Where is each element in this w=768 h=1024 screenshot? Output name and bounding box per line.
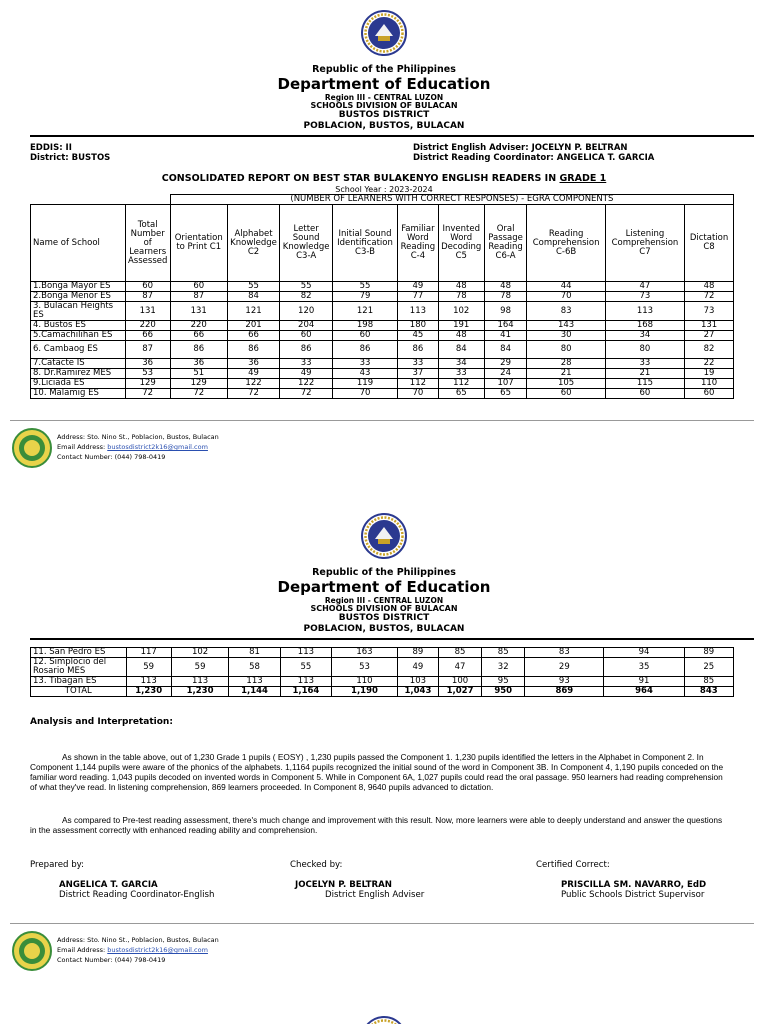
value-cell: 113 <box>605 302 684 321</box>
value-cell: 60 <box>280 331 333 341</box>
header-divider <box>30 638 754 640</box>
value-cell: 47 <box>605 282 684 292</box>
total-value-cell: 1,164 <box>280 687 331 697</box>
value-cell: 21 <box>527 369 605 379</box>
value-cell: 95 <box>482 677 525 687</box>
value-cell: 113 <box>280 677 331 687</box>
value-cell: 168 <box>605 321 684 331</box>
value-cell: 66 <box>125 331 170 341</box>
prepared-label: Prepared by: <box>30 860 85 870</box>
value-cell: 103 <box>397 677 438 687</box>
value-cell: 72 <box>685 292 734 302</box>
table-subtitle: (NUMBER OF LEARNERS WITH CORRECT RESPONSES) - EGRA COMPONENTS <box>170 195 733 205</box>
deped-seal-icon <box>361 10 407 56</box>
value-cell: 113 <box>126 677 171 687</box>
school-name-cell: 4. Bustos ES <box>31 321 126 331</box>
value-cell: 24 <box>484 369 527 379</box>
value-cell: 48 <box>685 282 734 292</box>
value-cell: 93 <box>525 677 604 687</box>
header-c7: Listening Comprehension C7 <box>605 205 684 282</box>
district-line: BUSTOS DISTRICT <box>338 613 430 623</box>
value-cell: 83 <box>527 302 605 321</box>
footer-contact: Contact Number: (044) 798-0419 <box>57 453 166 461</box>
value-cell: 94 <box>604 648 684 658</box>
total-value-cell: 964 <box>604 687 684 697</box>
value-cell: 105 <box>527 379 605 389</box>
deped-seal-icon <box>361 513 407 559</box>
value-cell: 66 <box>227 331 280 341</box>
certified-label: Certified Correct: <box>536 860 610 870</box>
value-cell: 25 <box>684 658 733 677</box>
header-school: Name of School <box>31 205 126 282</box>
table-row <box>31 648 734 658</box>
footer-block <box>57 935 219 965</box>
value-cell: 81 <box>229 648 280 658</box>
division-line: SCHOOLS DIVISION OF BULACAN <box>310 101 458 110</box>
value-cell: 86 <box>398 341 439 359</box>
header-c6a: Oral Passage Reading C6-A <box>484 205 527 282</box>
value-cell: 33 <box>605 359 684 369</box>
certified-name: PRISCILLA SM. NAVARRO, EdD <box>561 880 707 890</box>
school-name-cell: 9.Liciada ES <box>31 379 126 389</box>
certified-title: Public Schools District Supervisor <box>561 890 705 900</box>
value-cell: 72 <box>125 389 170 399</box>
value-cell: 100 <box>438 677 481 687</box>
header-c4: Familiar Word Reading C-4 <box>398 205 439 282</box>
value-cell: 21 <box>605 369 684 379</box>
school-name-cell: 5.Camachilihan ES <box>31 331 126 341</box>
value-cell: 36 <box>227 359 280 369</box>
footer-contact: Contact Number: (044) 798-0419 <box>57 956 166 964</box>
footer-email-label: Email Address: <box>57 443 108 451</box>
value-cell: 29 <box>525 658 604 677</box>
checked-label: Checked by: <box>290 860 343 870</box>
table-row <box>31 341 734 359</box>
table-row <box>31 389 734 399</box>
header-total: Total Number of Learners Assessed <box>125 205 170 282</box>
total-value-cell: 1,027 <box>438 687 481 697</box>
address-line: POBLACION, BUSTOS, BULACAN <box>303 121 465 131</box>
value-cell: 84 <box>438 341 484 359</box>
value-cell: 113 <box>229 677 280 687</box>
value-cell: 83 <box>525 648 604 658</box>
value-cell: 48 <box>438 282 484 292</box>
total-value-cell: 1,043 <box>397 687 438 697</box>
value-cell: 113 <box>398 302 439 321</box>
value-cell: 84 <box>227 292 280 302</box>
value-cell: 65 <box>484 389 527 399</box>
table-row <box>31 321 734 331</box>
value-cell: 82 <box>685 341 734 359</box>
value-cell: 41 <box>484 331 527 341</box>
bustos-district-logo-icon <box>12 428 52 468</box>
total-value-cell: 1,230 <box>171 687 229 697</box>
value-cell: 70 <box>332 389 397 399</box>
checked-title: District English Adviser <box>325 890 425 900</box>
value-cell: 22 <box>685 359 734 369</box>
value-cell: 121 <box>227 302 280 321</box>
eddis-label: EDDIS: II <box>30 143 72 153</box>
value-cell: 102 <box>438 302 484 321</box>
value-cell: 44 <box>527 282 605 292</box>
table-row <box>31 282 734 292</box>
value-cell: 163 <box>332 648 398 658</box>
value-cell: 70 <box>527 292 605 302</box>
value-cell: 49 <box>280 369 333 379</box>
value-cell: 119 <box>332 379 397 389</box>
table-row <box>31 677 734 687</box>
value-cell: 58 <box>229 658 280 677</box>
value-cell: 122 <box>227 379 280 389</box>
value-cell: 43 <box>332 369 397 379</box>
value-cell: 120 <box>280 302 333 321</box>
value-cell: 70 <box>398 389 439 399</box>
address-line: POBLACION, BUSTOS, BULACAN <box>303 624 465 634</box>
egra-table-page2 <box>30 647 734 697</box>
value-cell: 60 <box>605 389 684 399</box>
value-cell: 49 <box>398 282 439 292</box>
value-cell: 86 <box>170 341 227 359</box>
analysis-paragraph-2: As compared to Pre-test reading assessment, there's much change and improvement with this result. Now, more learners were able to deeply understand and answer the questions in the assessment correctly with enhanced reading ability and comprehension. <box>30 815 723 835</box>
value-cell: 86 <box>332 341 397 359</box>
value-cell: 29 <box>484 359 527 369</box>
value-cell: 86 <box>227 341 280 359</box>
table-row <box>31 302 734 321</box>
header-c3a: Letter Sound Knowledge C3-A <box>280 205 333 282</box>
footer-block <box>57 432 219 462</box>
value-cell: 53 <box>332 658 398 677</box>
footer-email-link[interactable]: bustosdistrict2k16@gmail.com <box>107 946 208 954</box>
value-cell: 59 <box>171 658 229 677</box>
value-cell: 72 <box>170 389 227 399</box>
value-cell: 220 <box>125 321 170 331</box>
value-cell: 60 <box>685 389 734 399</box>
school-name-cell: 12. Simplocio del Rosario MES <box>31 658 127 677</box>
value-cell: 98 <box>484 302 527 321</box>
total-value-cell: 1,190 <box>332 687 398 697</box>
value-cell: 66 <box>170 331 227 341</box>
footer-email-link[interactable]: bustosdistrict2k16@gmail.com <box>107 443 208 451</box>
value-cell: 85 <box>438 648 481 658</box>
value-cell: 198 <box>332 321 397 331</box>
republic-line: Republic of the Philippines <box>312 64 456 75</box>
value-cell: 121 <box>332 302 397 321</box>
table-row <box>31 379 734 389</box>
value-cell: 129 <box>170 379 227 389</box>
value-cell: 36 <box>125 359 170 369</box>
school-name-cell: 7.Catacte IS <box>31 359 126 369</box>
total-value-cell: 1,144 <box>229 687 280 697</box>
value-cell: 89 <box>684 648 733 658</box>
value-cell: 19 <box>685 369 734 379</box>
adviser-label: District English Adviser: JOCELYN P. BELTRAN <box>413 143 628 153</box>
value-cell: 53 <box>125 369 170 379</box>
total-row <box>31 687 734 697</box>
value-cell: 87 <box>170 292 227 302</box>
value-cell: 78 <box>484 292 527 302</box>
value-cell: 33 <box>438 369 484 379</box>
value-cell: 80 <box>605 341 684 359</box>
school-year: School Year : 2023-2024 <box>335 185 433 194</box>
school-name-cell: 10. Malamig ES <box>31 389 126 399</box>
value-cell: 87 <box>125 292 170 302</box>
header-c3b: Initial Sound Identification C3-B <box>332 205 397 282</box>
value-cell: 34 <box>605 331 684 341</box>
value-cell: 79 <box>332 292 397 302</box>
footer-address: Address: Sto. Nino St., Poblacion, Bustos, Bulacan <box>57 936 219 944</box>
value-cell: 32 <box>482 658 525 677</box>
value-cell: 89 <box>397 648 438 658</box>
total-label-cell: TOTAL <box>31 687 127 697</box>
value-cell: 36 <box>170 359 227 369</box>
report-title-grade: GRADE 1 <box>559 173 607 184</box>
value-cell: 131 <box>685 321 734 331</box>
analysis-heading: Analysis and Interpretation: <box>30 717 173 727</box>
value-cell: 129 <box>125 379 170 389</box>
value-cell: 48 <box>438 331 484 341</box>
table-row <box>31 292 734 302</box>
value-cell: 77 <box>398 292 439 302</box>
value-cell: 113 <box>171 677 229 687</box>
republic-line: Republic of the Philippines <box>312 567 456 578</box>
value-cell: 55 <box>280 282 333 292</box>
school-name-cell: 8. Dr.Ramirez MES <box>31 369 126 379</box>
school-name-cell: 13. Tibagan ES <box>31 677 127 687</box>
value-cell: 33 <box>398 359 439 369</box>
district-line: BUSTOS DISTRICT <box>338 110 430 120</box>
total-value-cell: 869 <box>525 687 604 697</box>
table-row <box>31 359 734 369</box>
value-cell: 65 <box>438 389 484 399</box>
value-cell: 60 <box>125 282 170 292</box>
value-cell: 131 <box>170 302 227 321</box>
value-cell: 85 <box>482 648 525 658</box>
value-cell: 87 <box>125 341 170 359</box>
value-cell: 86 <box>280 341 333 359</box>
value-cell: 47 <box>438 658 481 677</box>
value-cell: 48 <box>484 282 527 292</box>
bustos-district-logo-icon <box>12 931 52 971</box>
deped-seal-icon <box>361 1016 407 1024</box>
department-title: Department of Education <box>277 75 491 93</box>
value-cell: 34 <box>438 359 484 369</box>
value-cell: 180 <box>398 321 439 331</box>
value-cell: 59 <box>126 658 171 677</box>
value-cell: 60 <box>332 331 397 341</box>
value-cell: 27 <box>685 331 734 341</box>
header-c1: Orientation to Print C1 <box>170 205 227 282</box>
total-value-cell: 843 <box>684 687 733 697</box>
value-cell: 112 <box>398 379 439 389</box>
value-cell: 73 <box>685 302 734 321</box>
footer-email-row <box>57 442 219 452</box>
value-cell: 51 <box>170 369 227 379</box>
value-cell: 35 <box>604 658 684 677</box>
value-cell: 85 <box>684 677 733 687</box>
value-cell: 49 <box>227 369 280 379</box>
footer-divider <box>10 420 754 421</box>
value-cell: 110 <box>332 677 398 687</box>
total-value-cell: 950 <box>482 687 525 697</box>
header-c8: Dictation C8 <box>685 205 734 282</box>
value-cell: 45 <box>398 331 439 341</box>
value-cell: 115 <box>605 379 684 389</box>
value-cell: 49 <box>397 658 438 677</box>
report-title <box>0 173 768 184</box>
value-cell: 201 <box>227 321 280 331</box>
value-cell: 113 <box>280 648 331 658</box>
value-cell: 91 <box>604 677 684 687</box>
value-cell: 102 <box>171 648 229 658</box>
prepared-title: District Reading Coordinator-English <box>59 890 215 900</box>
value-cell: 33 <box>332 359 397 369</box>
value-cell: 110 <box>685 379 734 389</box>
value-cell: 122 <box>280 379 333 389</box>
footer-divider <box>10 923 754 924</box>
total-value-cell: 1,230 <box>126 687 171 697</box>
school-name-cell: 11. San Pedro ES <box>31 648 127 658</box>
value-cell: 204 <box>280 321 333 331</box>
value-cell: 112 <box>438 379 484 389</box>
value-cell: 191 <box>438 321 484 331</box>
value-cell: 55 <box>332 282 397 292</box>
value-cell: 55 <box>227 282 280 292</box>
value-cell: 73 <box>605 292 684 302</box>
value-cell: 131 <box>125 302 170 321</box>
value-cell: 164 <box>484 321 527 331</box>
value-cell: 55 <box>280 658 331 677</box>
header-divider <box>30 135 754 137</box>
value-cell: 37 <box>398 369 439 379</box>
coordinator-label: District Reading Coordinator: ANGELICA T. GARCIA <box>413 153 655 163</box>
header-c2: Alphabet Knowledge C2 <box>227 205 280 282</box>
value-cell: 28 <box>527 359 605 369</box>
district-label: District: BUSTOS <box>30 153 111 163</box>
value-cell: 30 <box>527 331 605 341</box>
value-cell: 72 <box>280 389 333 399</box>
value-cell: 80 <box>527 341 605 359</box>
school-name-cell: 2.Bonga Menor ES <box>31 292 126 302</box>
egra-table-page1 <box>30 194 734 399</box>
department-title: Department of Education <box>277 578 491 596</box>
header-c5: Invented Word Decoding C5 <box>438 205 484 282</box>
value-cell: 143 <box>527 321 605 331</box>
table-row <box>31 658 734 677</box>
table-row <box>31 331 734 341</box>
footer-email-row <box>57 945 219 955</box>
value-cell: 72 <box>227 389 280 399</box>
checked-name: JOCELYN P. BELTRAN <box>295 880 392 890</box>
report-title-text: CONSOLIDATED REPORT ON BEST STAR BULAKENYO ENGLISH READERS IN <box>161 173 560 184</box>
school-name-cell: 6. Cambaog ES <box>31 341 126 359</box>
value-cell: 220 <box>170 321 227 331</box>
value-cell: 60 <box>170 282 227 292</box>
footer-email-label: Email Address: <box>57 946 108 954</box>
value-cell: 82 <box>280 292 333 302</box>
prepared-name: ANGELICA T. GARCIA <box>59 880 158 890</box>
school-name-cell: 3. Bulacan Heights ES <box>31 302 126 321</box>
footer-address: Address: Sto. Nino St., Poblacion, Bustos, Bulacan <box>57 433 219 441</box>
value-cell: 33 <box>280 359 333 369</box>
division-line: SCHOOLS DIVISION OF BULACAN <box>310 604 458 613</box>
region-line: Region III - CENTRAL LUZON <box>324 93 444 102</box>
value-cell: 60 <box>527 389 605 399</box>
value-cell: 117 <box>126 648 171 658</box>
analysis-paragraph-1: As shown in the table above, out of 1,230 Grade 1 pupils ( EOSY) , 1,230 pupils passed the Component 1. 1,230 pupils identified the letters in the Alphabet in Component 2. In Component 1,144 pupils were aware of the phonics of the alphabets. 1,1164 pupils recognized the initial sound of the word in Component 3B. In Component 4, 1,190 pupils conceded on the familiar word reading. 1,043 pupils decoded on invented words in Component 5. While in Component 6A, 1,027 pupils could read the oral passage. 950 learners had reading comprehension of what they've read. In listening comprehension, 869 learners proceeded. In Component 8, 9640 pupils advanced to dictation. <box>30 752 724 792</box>
value-cell: 78 <box>438 292 484 302</box>
value-cell: 107 <box>484 379 527 389</box>
value-cell: 84 <box>484 341 527 359</box>
table-row <box>31 369 734 379</box>
header-c6b: Reading Comprehension C-6B <box>527 205 605 282</box>
region-line: Region III - CENTRAL LUZON <box>324 596 444 605</box>
school-name-cell: 1.Bonga Mayor ES <box>31 282 126 292</box>
